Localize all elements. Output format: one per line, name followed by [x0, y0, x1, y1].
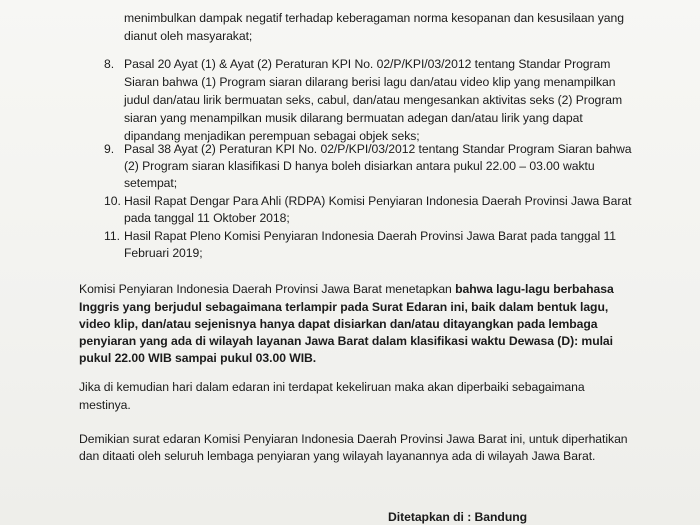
item-line: (2) Program siaran klasifikasi D hanya boleh disiarkan antara pukul 22.00 – 03.00 waktu [124, 159, 595, 173]
decision-bold-line: video klip, dan/atau sejenisnya hanya dapat disiarkan dan/atau ditayangkan pada lembaga [79, 317, 598, 331]
item-line: pada tanggal 11 Oktober 2018; [124, 211, 290, 225]
item-line: judul dan/atau lirik bermuatan seks, cabul, dan/atau mengesankan aktivitas seks (2) Program [124, 93, 623, 107]
item-number: 8. [104, 57, 115, 71]
decision-bold-line: Inggris yang berjudul sebagaimana terlampir pada Surat Edaran ini, baik dalam bentuk lagu, [79, 300, 609, 314]
item-line: dipandang menjadikan perempuan sebagai objek seks; [124, 129, 420, 143]
decision-line [79, 282, 614, 296]
item-line: setempat; [124, 176, 178, 190]
decision-bold-text: bahwa lagu-lagu berbahasa [455, 282, 614, 296]
item-line: Pasal 38 Ayat (2) Peraturan KPI No. 02/P/KPI/03/2012 tentang Standar Program Siaran bahwa [124, 142, 632, 156]
item-line: Siaran bahwa (1) Program siaran dilarang berisi lagu dan/atau video klip yang menampilkan [124, 75, 616, 89]
signature-place: Ditetapkan di : Bandung [388, 510, 528, 524]
intro-line: dianut oleh masyarakat; [124, 29, 253, 43]
decision-bold-line: penyiaran yang ada di wilayah layanan Jawa Barat dalam klasifikasi waktu Dewasa (D): mulai [79, 334, 614, 348]
closing-line: dan ditaati oleh seluruh lembaga penyiaran yang wilayah layanannya ada di wilayah Jawa Barat. [79, 449, 596, 463]
item-line: siaran yang menampilkan musik dilarang bermuatan adegan dan/atau lirik yang dapat [124, 111, 583, 125]
item-number: 9. [104, 142, 115, 156]
item-number: 10. [104, 194, 121, 208]
closing-line: Demikian surat edaran Komisi Penyiaran Indonesia Daerah Provinsi Jawa Barat ini, untuk diperhatikan [79, 432, 628, 446]
item-number: 11. [104, 229, 121, 243]
intro-line: menimbulkan dampak negatif terhadap keberagaman norma kesopanan dan kesusilaan yang [124, 11, 624, 25]
correction-line: mestinya. [79, 398, 131, 412]
item-line: Februari 2019; [124, 246, 203, 260]
decision-bold-line: pukul 22.00 WIB sampai pukul 03.00 WIB. [79, 351, 317, 365]
correction-line: Jika di kemudian hari dalam edaran ini terdapat kekeliruan maka akan diperbaiki sebagaimana [79, 380, 585, 394]
decision-normal-text: Komisi Penyiaran Indonesia Daerah Provinsi Jawa Barat menetapkan [79, 282, 456, 296]
item-line: Pasal 20 Ayat (1) & Ayat (2) Peraturan KPI No. 02/P/KPI/03/2012 tentang Standar Program [124, 57, 611, 71]
item-line: Hasil Rapat Dengar Para Ahli (RDPA) Komisi Penyiaran Indonesia Daerah Provinsi Jawa Barat [124, 194, 632, 208]
item-line: Hasil Rapat Pleno Komisi Penyiaran Indonesia Daerah Provinsi Jawa Barat pada tanggal 11 [124, 229, 617, 243]
